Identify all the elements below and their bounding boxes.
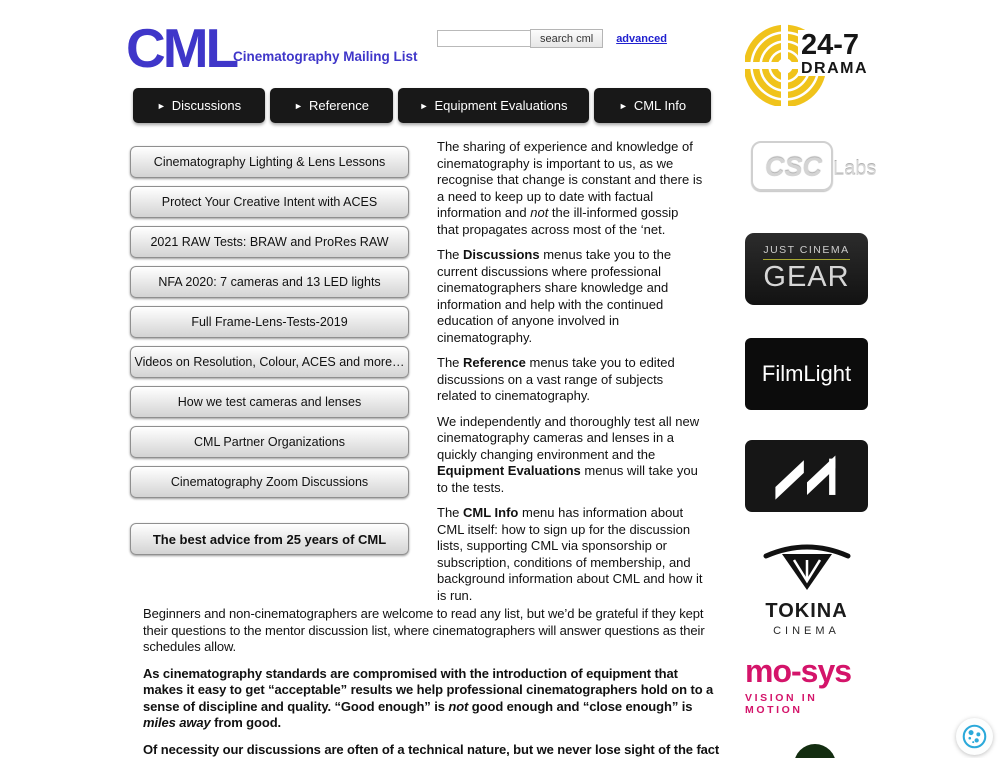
sponsor-csc-labs[interactable] [745,128,877,203]
sponsor-tokina-cinema[interactable] [745,542,868,637]
tab-cml-info[interactable] [594,88,711,123]
cml-logo[interactable]: CML [126,17,237,79]
paragraph: The CML Info menu has information about CML itself: how to sign up for the discussion lists, supporting CML via sponsorship or subscription, conditions of membership, and background information about CML and how it is run. [437,505,703,603]
csc-labs-side-label: Labs [833,158,877,180]
svg-text:DRAMA: DRAMA [801,60,868,77]
cookie-icon [959,721,990,752]
search-input[interactable] [437,30,531,47]
sponsor-mo-sys[interactable] [745,655,868,716]
arrow-right-icon: ► [156,100,166,111]
arrow-right-icon: ► [294,100,303,111]
sidebar-item-lens-tests-2019[interactable]: Full Frame-Lens-Tests-2019 [130,306,409,338]
mo-sys-tagline: VISION IN MOTION [745,692,818,716]
svg-text:24-7: 24-7 [801,29,860,61]
mo-sys-label: mo-sys [745,653,852,689]
cml-logo-subtitle: Cinematography Mailing List [233,49,418,64]
sidebar-item-zoom-discussions[interactable]: Cinematography Zoom Discussions [130,466,409,498]
paragraph: Of necessity our discussions are often of a technical nature, but we never lose sight of the fact [143,741,720,757]
tab-label: Discussions [171,98,242,113]
sidebar-item-best-advice[interactable]: The best advice from 25 years of CML [130,523,409,555]
m-zigzag-icon [759,446,855,506]
gear-label: GEAR [763,261,850,293]
sponsor-green-logo-partial[interactable] [794,744,836,758]
paragraph: The sharing of experience and knowledge of cinematography is important to us, as we recognise that change is constant and there is a need to keep up to date with factual information and not the ill-informed gossip that propagates across most of the ‘net. [437,139,703,237]
tab-discussions[interactable] [133,88,265,123]
tab-label: Equipment Evaluations [434,98,568,113]
bottom-text [143,606,721,758]
paragraph: The Reference menus take you to edited discussions on a vast range of subjects related to cinematography. [437,355,675,403]
search-button[interactable]: search cml [530,29,603,48]
paragraph: We independently and thoroughly test all new cinematography cameras and lenses in a quickly changing environment and the Equipment Evaluations menus will take you to the tests. [437,413,700,495]
sidebar-item-partners[interactable]: CML Partner Organizations [130,426,409,458]
paragraph: As cinematography standards are compromised with the introduction of equipment that makes it easy to get “acceptable” results we help professional cinematographers hold on to a sense of discipline and quality. “Good enough” is not good enough and “close enough” is miles away from good. [143,665,714,730]
arrow-right-icon: ► [618,100,628,111]
sidebar-item-nfa-2020[interactable]: NFA 2020: 7 cameras and 13 LED lights [130,266,409,298]
tab-reference[interactable] [270,88,393,123]
sponsor-just-cinema-gear[interactable] [745,233,868,305]
main-nav [133,88,711,123]
search-area [437,29,667,48]
sponsor-filmlight[interactable] [745,338,868,410]
sidebar-item-videos[interactable]: Videos on Resolution, Colour, ACES and more… [130,346,409,378]
sidebar-item-how-we-test[interactable]: How we test cameras and lenses [130,386,409,418]
sidebar-item-raw-tests[interactable]: 2021 RAW Tests: BRAW and ProRes RAW [130,226,409,258]
tokina-label: TOKINA [765,600,848,622]
sponsor-24-7-drama[interactable] [745,18,868,106]
tokina-t-icon [752,542,862,594]
just-cinema-label: JUST CINEMA [763,244,849,260]
sidebar-links [130,146,409,563]
sidebar-item-aces[interactable]: Protect Your Creative Intent with ACES [130,186,409,218]
tab-label: CML Info [633,98,687,113]
arrow-right-icon: ► [419,100,429,111]
paragraph: Beginners and non-cinematographers are welcome to read any list, but we’d be grateful if they kept their questions to the mentor discussion list, where cinematographers will answer questions as their schedules allow. [143,606,705,654]
tokina-cinema-label: CINEMA [773,625,840,637]
advanced-search-link[interactable]: advanced [616,32,667,45]
sponsor-m-logo[interactable] [745,440,868,512]
tab-label: Reference [308,98,369,113]
paragraph: The Discussions menus take you to the current discussions where professional cinematographers share knowledge and information and help with the continued education of anyone involved in cinematography. [437,247,672,345]
tab-equipment-evaluations[interactable] [398,88,589,123]
cookie-consent-widget[interactable] [956,718,993,755]
csc-labs-label: CSC [765,152,823,182]
sidebar-item-lighting-lessons[interactable]: Cinematography Lighting & Lens Lessons [130,146,409,178]
filmlight-label: FilmLight [761,361,852,386]
intro-text [437,139,703,613]
concentric-rings-icon [745,18,868,106]
